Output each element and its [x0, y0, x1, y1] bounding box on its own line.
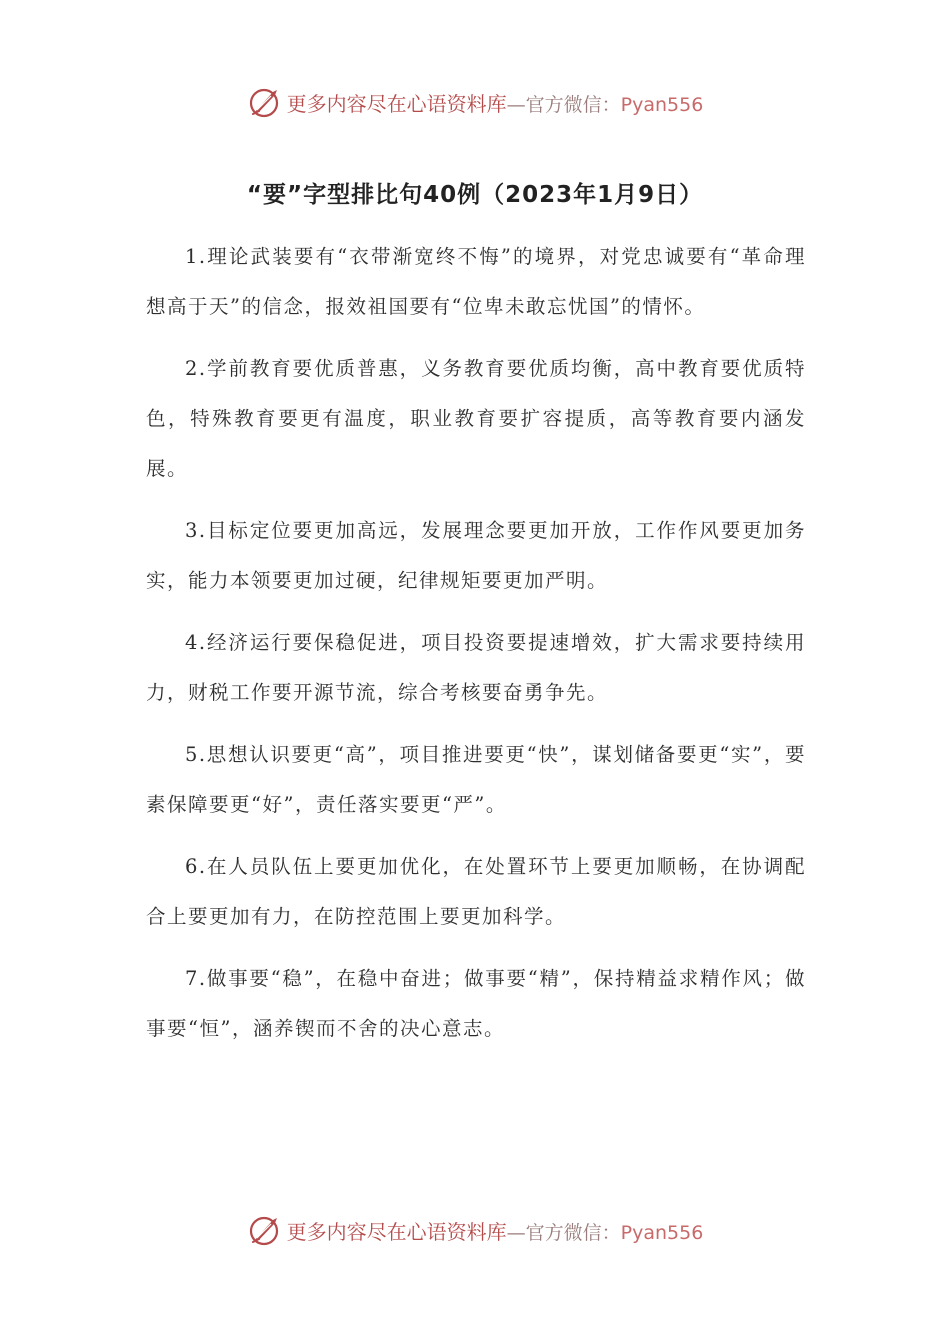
banner-content	[247, 84, 704, 120]
paragraph-1: 1.理论武装要有“衣带渐宽终不悔”的境界，对党忠诚要有“革命理想高于天”的信念，报效祖国要有“位卑未敢忘忧国”的情怀。	[146, 245, 806, 318]
banner-content	[247, 1212, 704, 1248]
footer-watermark-banner	[0, 1208, 950, 1252]
document-title: “要”字型排比句40例（2023年1月9日）	[246, 182, 704, 208]
paragraph-7: 7.做事要“稳”，在稳中奋进；做事要“精”，保持精益求精作风；做事要“恒”，涵养锲而不舍的决心意志。	[146, 967, 806, 1040]
quill-pen-logo-icon	[247, 1212, 283, 1248]
banner-wechat-id: Pyan556	[620, 1221, 704, 1244]
banner-text-main: 更多内容尽在心语资料库	[286, 1219, 507, 1244]
banner-text	[287, 88, 704, 117]
banner-wechat-id: Pyan556	[620, 93, 704, 116]
banner-text-mid: —官方微信：	[506, 1221, 621, 1244]
banner-text-mid: —官方微信：	[506, 93, 621, 116]
banner-text-main: 更多内容尽在心语资料库	[286, 91, 507, 116]
paragraph-3: 3.目标定位要更加高远，发展理念要更加开放，工作作风要更加务实，能力本领要更加过硬，纪律规矩要更加严明。	[146, 519, 806, 592]
banner-text	[287, 1216, 704, 1245]
header-watermark-banner	[0, 80, 950, 124]
paragraph-2: 2.学前教育要优质普惠，义务教育要优质均衡，高中教育要优质特色，特殊教育要更有温度，职业教育要扩容提质，高等教育要内涵发展。	[146, 357, 806, 480]
quill-pen-logo-icon	[247, 84, 283, 120]
document-body	[146, 232, 806, 1066]
paragraph-6: 6.在人员队伍上要更加优化，在处置环节上要更加顺畅，在协调配合上要更加有力，在防控范围上要更加科学。	[146, 855, 806, 928]
paragraph-5: 5.思想认识要更“高”，项目推进要更“快”，谋划储备要更“实”，要素保障要更“好”，责任落实要更“严”。	[146, 743, 806, 816]
paragraph-4: 4.经济运行要保稳促进，项目投资要提速增效，扩大需求要持续用力，财税工作要开源节流，综合考核要奋勇争先。	[146, 631, 806, 704]
